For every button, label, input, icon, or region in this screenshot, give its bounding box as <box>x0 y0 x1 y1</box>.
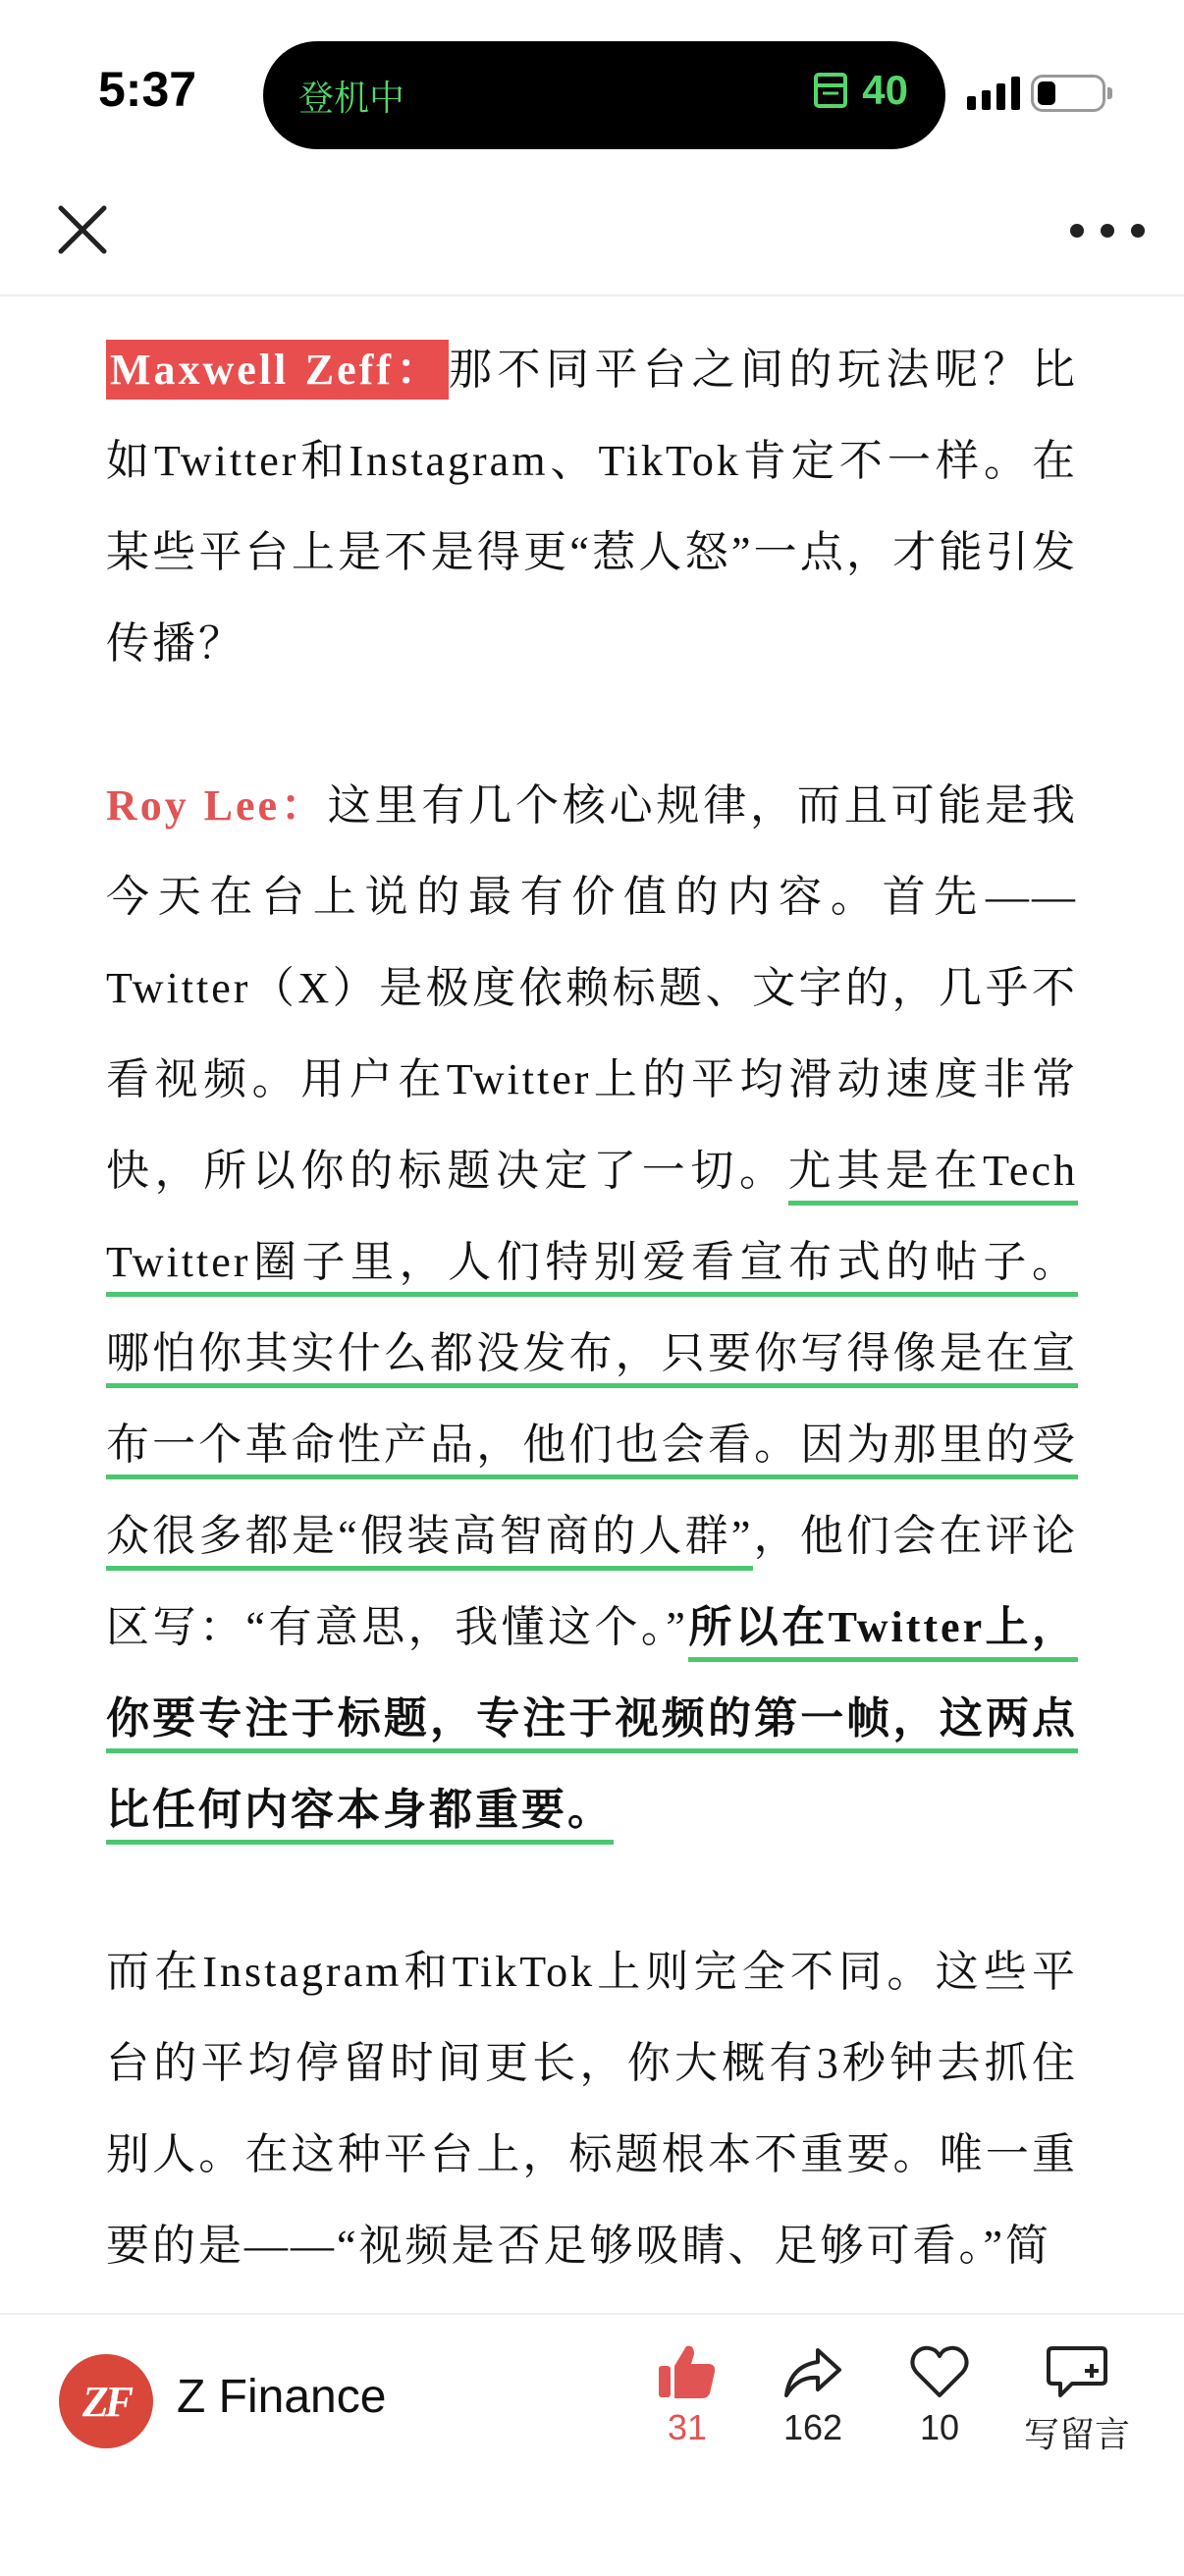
island-count-value: 40 <box>862 67 908 113</box>
more-dot-icon <box>1131 224 1145 238</box>
favorite-count: 10 <box>919 2407 960 2447</box>
close-button[interactable] <box>51 198 114 261</box>
account-avatar[interactable]: ZF <box>59 2354 153 2448</box>
paragraph-text: 那不同平台之间的玩法呢？比如Twitter和Instagram、TikTok肯定不一样。在某些平台上是不是得更“惹人怒”一点，才能引发传播？ <box>106 346 1079 668</box>
bold-underlined-highlight-text[interactable]: 所以在Twitter上，你要专注于标题，专注于视频的第一帧，这两点比任何内容本身都重要。 <box>106 1603 1078 1845</box>
article-body <box>106 324 1078 2362</box>
speaker-label: Roy Lee： <box>106 781 328 830</box>
paragraph-text: 而在Instagram和TikTok上则完全不同。这些平台的平均停留时间更长，你大概有3秒钟去抓住别人。在这种平台上，标题根本不重要。唯一重要的是——“视频是否足够吸睛、足够可看。”简 <box>106 1948 1078 2270</box>
bottom-action-bar <box>0 2313 1184 2576</box>
comment-add-icon <box>1045 2342 1109 2401</box>
dynamic-island[interactable] <box>263 41 945 149</box>
article-nav-bar <box>0 177 1184 296</box>
article-paragraph <box>106 324 1078 689</box>
article-paragraph <box>106 1926 1078 2291</box>
thumbs-up-icon <box>655 2342 720 2401</box>
like-count: 31 <box>667 2407 708 2447</box>
share-button[interactable] <box>749 2342 877 2448</box>
island-gate-indicator <box>813 67 908 114</box>
favorite-button[interactable] <box>876 2342 1003 2448</box>
battery-icon <box>1031 75 1105 112</box>
write-comment-button[interactable] <box>1003 2342 1151 2457</box>
island-activity-label: 登机中 <box>298 79 405 119</box>
status-time: 5:37 <box>98 62 197 117</box>
like-button[interactable] <box>623 2342 751 2448</box>
account-name[interactable]: Z Finance <box>177 2371 387 2423</box>
article-paragraph <box>106 760 1078 1855</box>
close-icon <box>51 198 114 261</box>
more-dot-icon <box>1101 224 1114 238</box>
share-icon <box>780 2342 845 2401</box>
more-options-button[interactable] <box>1070 216 1145 245</box>
write-comment-label: 写留言 <box>1023 2414 1130 2454</box>
more-dot-icon <box>1070 224 1084 238</box>
boarding-pass-icon <box>813 72 848 109</box>
speaker-label-highlighted: Maxwell Zeff： <box>106 340 449 400</box>
underlined-highlight-text[interactable]: 尤其是在Tech Twitter圈子里，人们特别爱看宣布式的帖子。哪怕你其实什么都没发布，只要你写得像是在宣布一个革命性产品，他们也会看。因为那里的受众很多都是“假装高智商的人群” <box>106 1147 1078 1571</box>
status-bar <box>0 0 1184 177</box>
cellular-signal-icon <box>967 77 1020 110</box>
share-count: 162 <box>782 2407 843 2447</box>
paragraph-text: ，他们会在评论区写：“有意思，我懂这个。” <box>106 1512 1079 1651</box>
heart-icon <box>907 2342 972 2401</box>
paragraph-text: 这里有几个核心规律，而且可能是我今天在台上说的最有价值的内容。首先——Twitter（X）是极度依赖标题、文字的，几乎不看视频。用户在Twitter上的平均滑动速度非常快，所以你的标题决定了一切。 <box>106 781 1078 1195</box>
